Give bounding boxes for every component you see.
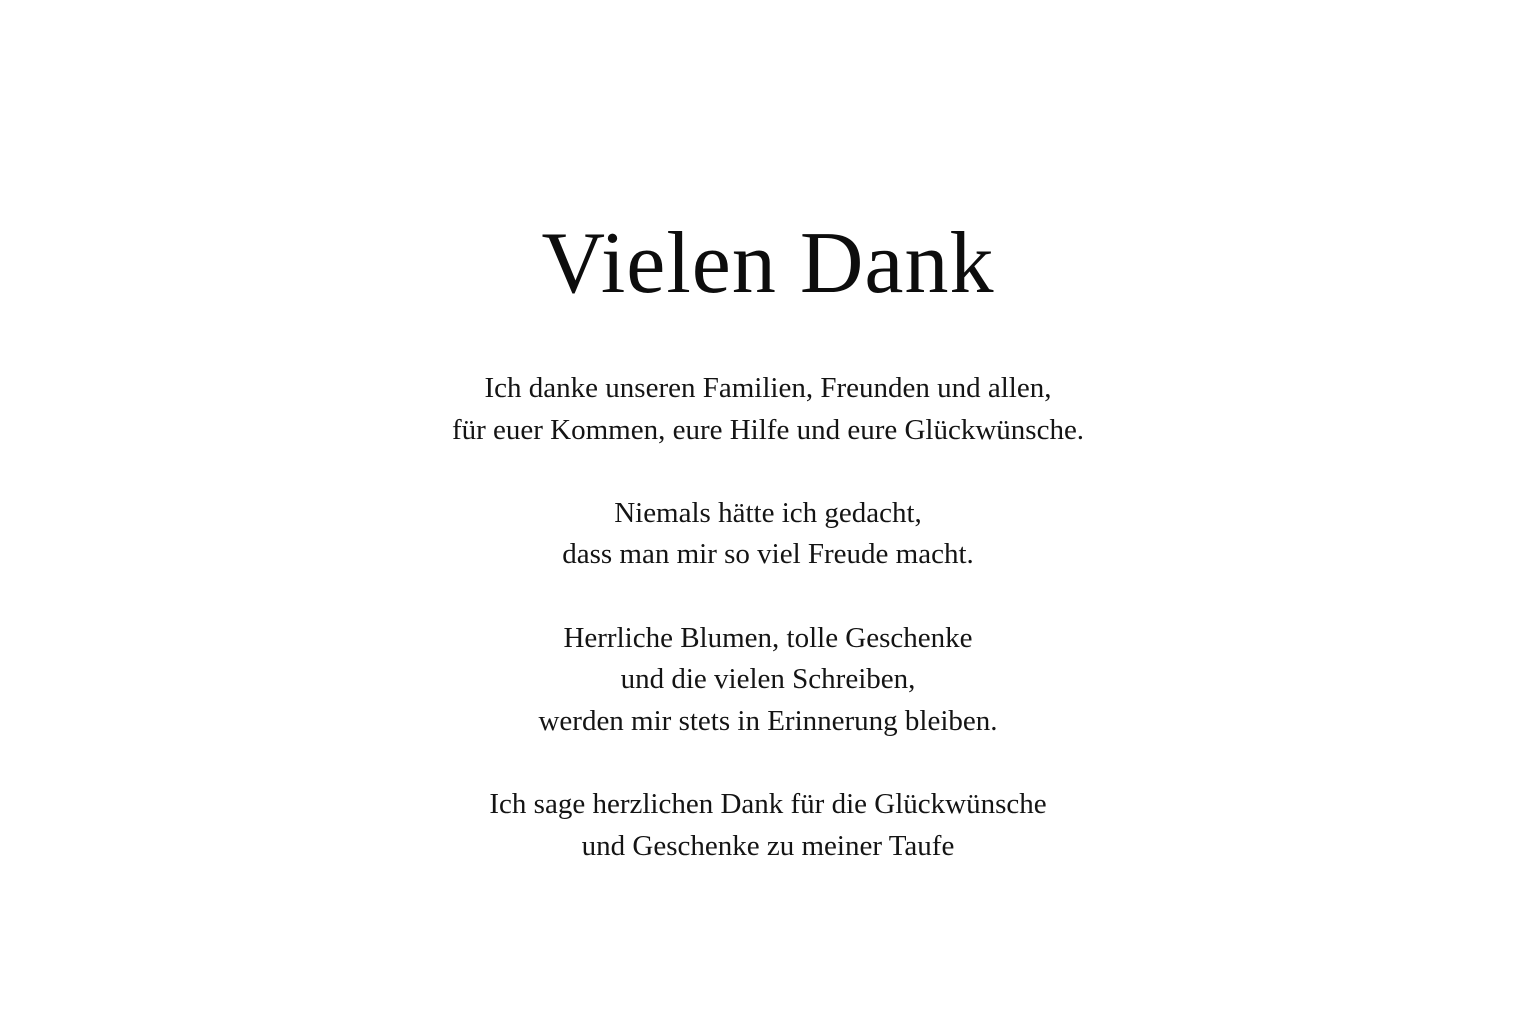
card-title: Vielen Dank — [541, 215, 995, 312]
stanza-line: Ich sage herzlichen Dank für die Glückwünsche — [489, 787, 1047, 820]
stanza-3 — [0, 618, 1536, 743]
card-body — [0, 368, 1536, 867]
stanza-line: und Geschenke zu meiner Taufe — [581, 829, 955, 862]
stanza-line: Niemals hätte ich gedacht, — [614, 496, 922, 529]
stanza-line: Herrliche Blumen, tolle Geschenke — [563, 621, 973, 654]
stanza-line: Ich danke unseren Familien, Freunden und allen, — [484, 372, 1052, 404]
stanza-line: dass man mir so viel Freude macht. — [562, 538, 974, 571]
stanza-1 — [0, 368, 1536, 451]
stanza-line: und die vielen Schreiben, — [620, 663, 916, 696]
stanza-line: für euer Kommen, eure Hilfe und eure Glückwünsche. — [451, 413, 1085, 446]
stanza-line: werden mir stets in Erinnerung bleiben. — [538, 704, 998, 737]
stanza-4 — [0, 784, 1536, 867]
stanza-2 — [0, 493, 1536, 576]
